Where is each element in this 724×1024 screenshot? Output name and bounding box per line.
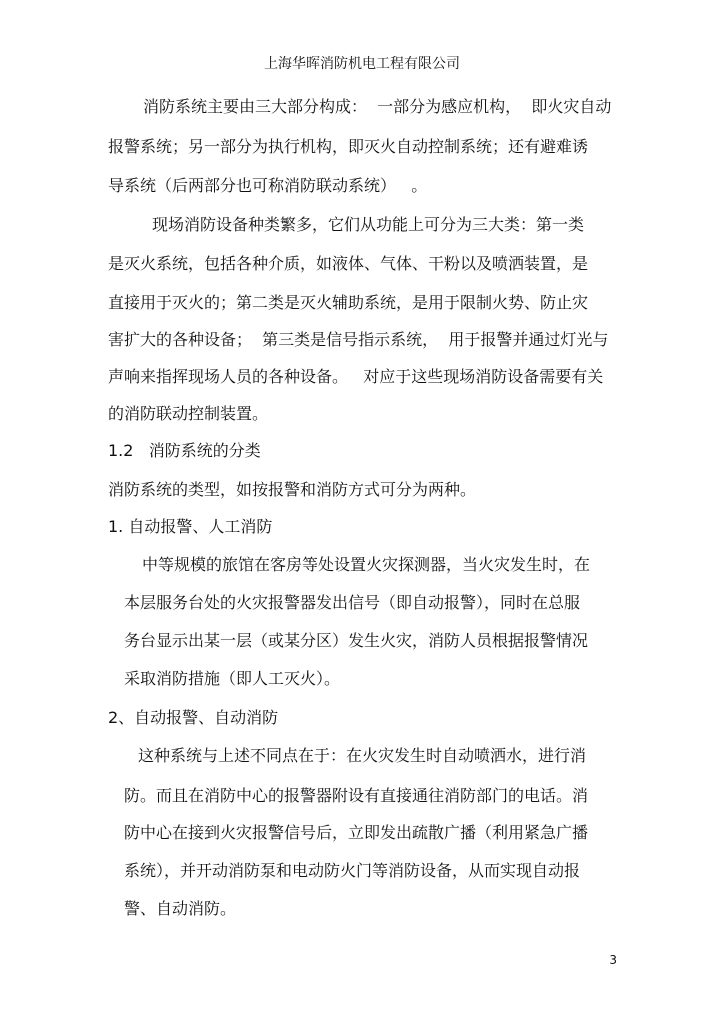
text-line: 报警系统；另一部分为执行机构，即灭火自动控制系统；还有避难诱 — [108, 137, 589, 156]
text-line: 是灭火系统，包括各种介质，如液体、气体、干粉以及喷洒装置，是 — [108, 254, 589, 273]
text-line: 这种系统与上述不同点在于：在火灾发生时自动喷洒水，进行消 — [138, 746, 587, 765]
page-header: 上海华晖消防机电工程有限公司 — [264, 56, 460, 72]
text-line: 消防系统主要由三大部分构成： 一部分为感应机构， 即火灾自动 — [143, 97, 612, 116]
text-line: 本层服务台处的火灾报警器发出信号（即自动报警），同时在总服 — [124, 593, 581, 612]
text-line: 声响来指挥现场人员的各种设备。 对应于这些现场消防设备需要有关 — [108, 367, 604, 386]
section-heading: 1.2 消防系统的分类 — [108, 441, 261, 460]
text-line: 中等规模的旅馆在客房等处设置火灾探测器，当火灾发生时，在 — [142, 555, 591, 574]
text-line: 导系统（后两部分也可称消防联动系统） 。 — [108, 176, 428, 195]
text-line: 采取消防措施（即人工灭火）。 — [124, 669, 341, 688]
page-number: 3 — [609, 953, 617, 967]
text-line: 害扩大的各种设备； 第三类是信号指示系统， 用于报警并通过灯光与 — [108, 330, 609, 349]
text-line: 务台显示出某一层（或某分区）发生火灾，消防人员根据报警情况 — [124, 631, 589, 650]
text-line: 防中心在接到火灾报警信号后，立即发出疏散广播（利用紧急广播 — [124, 823, 589, 842]
section-intro: 消防系统的类型，如按报警和消防方式可分为两种。 — [108, 480, 477, 499]
text-line: 直接用于灭火的；第二类是灭火辅助系统，是用于限制火势、防止灾 — [108, 293, 589, 312]
item1-heading: 1. 自动报警、人工消防 — [108, 517, 273, 536]
text-line: 警、自动消防。 — [124, 899, 237, 918]
item2-heading: 2、自动报警、自动消防 — [108, 708, 279, 727]
text-line: 的消防联动控制装置。 — [108, 404, 269, 423]
text-line: 系统），并开动消防泵和电动防火门等消防设备，从而实现自动报 — [124, 861, 581, 880]
text-line: 现场消防设备种类繁多，它们从功能上可分为三大类：第一类 — [152, 215, 585, 234]
text-line: 防。而且在消防中心的报警器附设有直接通往消防部门的电话。消 — [124, 786, 589, 805]
